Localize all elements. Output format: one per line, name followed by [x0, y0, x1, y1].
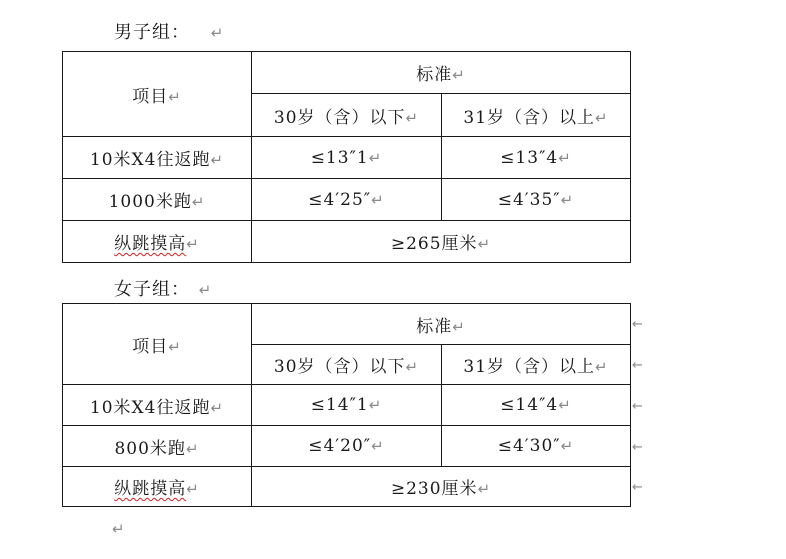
standard-value: ≤13″4: [500, 147, 559, 168]
item-label: 1000米跑: [108, 192, 192, 212]
item-header: 项目: [132, 336, 169, 357]
women-heading: 女子组：: [114, 279, 190, 300]
paragraph-mark: ↵: [210, 398, 225, 417]
standard-value: ≥230厘米: [390, 479, 478, 499]
item-label: 10米X4往返跑: [89, 397, 211, 418]
item-label: 纵跳摸高: [114, 479, 187, 499]
paragraph-mark: ↵: [452, 66, 466, 84]
standard-cell: [252, 426, 442, 467]
paragraph-mark: ↵: [186, 480, 200, 498]
standard-cell: [442, 179, 631, 221]
standard-cell: [252, 137, 442, 179]
row-end-mark: ←: [632, 358, 643, 373]
age-col1-header: [252, 345, 442, 385]
item-header-cell: [63, 304, 252, 385]
item-cell: [63, 179, 252, 221]
row-end-mark: ←: [632, 399, 643, 414]
standard-cell: [442, 385, 631, 426]
paragraph-mark: ↵: [185, 439, 200, 458]
table-row: [63, 467, 631, 507]
item-cell: [63, 426, 252, 467]
row-end-mark: ←: [632, 440, 643, 455]
paragraph-mark: ↵: [405, 358, 420, 376]
paragraph-mark: ↵: [368, 396, 383, 414]
age-col1-header: [252, 94, 442, 137]
paragraph-mark: ↵: [452, 317, 466, 336]
paragraph-mark: ↵: [477, 480, 492, 498]
table-row: [63, 179, 631, 221]
item-cell: [63, 221, 252, 263]
standard-cell: [442, 137, 631, 179]
item-header: 项目: [132, 86, 169, 107]
table-row: [63, 385, 631, 426]
standard-header: 标准: [416, 65, 453, 85]
standard-value: ≤4′25″: [308, 189, 372, 210]
men-heading: 男子组：: [114, 22, 190, 43]
paragraph-mark: ↵: [477, 235, 492, 253]
item-cell: [63, 137, 252, 179]
paragraph-mark: ↵: [371, 437, 385, 455]
standard-value: ≤14″1: [310, 395, 369, 415]
paragraph-mark: ↵: [198, 281, 213, 299]
table-row: [63, 426, 631, 467]
men-heading-line: [114, 18, 224, 44]
table-row: [63, 221, 631, 263]
item-cell: [63, 467, 252, 507]
age-col2-header: [442, 345, 631, 385]
paragraph-mark: ↵: [371, 190, 385, 209]
paragraph-mark: ↵: [168, 337, 182, 356]
paragraph-mark: ↵: [368, 148, 383, 167]
standard-header-cell: [252, 52, 631, 94]
paragraph-mark: ↵: [210, 151, 225, 169]
women-standards-table: [62, 303, 631, 507]
standard-value: ≤4′35″: [497, 189, 561, 210]
item-label: 800米跑: [114, 438, 186, 459]
standard-value: ≤4′30″: [497, 436, 561, 456]
paragraph-mark: ↵: [168, 87, 182, 106]
paragraph-mark: ↵: [558, 396, 572, 414]
standard-value: ≤14″4: [500, 395, 559, 415]
item-label: 10米X4往返跑: [89, 150, 211, 170]
age-col2-label: 31岁（含）以上: [463, 107, 596, 128]
women-heading-line: [114, 275, 212, 301]
standard-cell: [252, 467, 631, 507]
paragraph-mark: ↵: [186, 235, 200, 253]
standard-header: 标准: [416, 316, 453, 337]
item-label: 纵跳摸高: [114, 234, 187, 254]
paragraph-mark: ↵: [112, 520, 125, 538]
item-header-cell: [63, 52, 252, 137]
paragraph-mark: ↵: [560, 437, 575, 455]
table-row: [63, 137, 631, 179]
men-standards-table: [62, 51, 631, 263]
paragraph-mark: ↵: [191, 193, 206, 211]
paragraph-mark: ↵: [210, 24, 225, 42]
standard-cell: [252, 179, 442, 221]
row-end-mark: ←: [632, 480, 643, 495]
standard-value: ≥265厘米: [390, 234, 478, 254]
paragraph-mark: ↵: [558, 148, 572, 167]
standard-cell: [442, 426, 631, 467]
age-col1-label: 30岁（含）以下: [273, 357, 406, 377]
standard-value: ≤13″1: [310, 147, 369, 168]
age-col2-label: 31岁（含）以上: [463, 357, 596, 377]
paragraph-mark: ↵: [595, 108, 609, 127]
paragraph-mark: ↵: [560, 190, 575, 209]
standard-cell: [252, 221, 631, 263]
standard-value: ≤4′20″: [308, 436, 372, 456]
item-cell: [63, 385, 252, 426]
standard-cell: [252, 385, 442, 426]
age-col1-label: 30岁（含）以下: [273, 107, 406, 128]
paragraph-mark: ↵: [405, 108, 420, 127]
age-col2-header: [442, 94, 631, 137]
row-end-mark: ←: [632, 317, 643, 332]
standard-header-cell: [252, 304, 631, 345]
paragraph-mark: ↵: [595, 358, 609, 376]
